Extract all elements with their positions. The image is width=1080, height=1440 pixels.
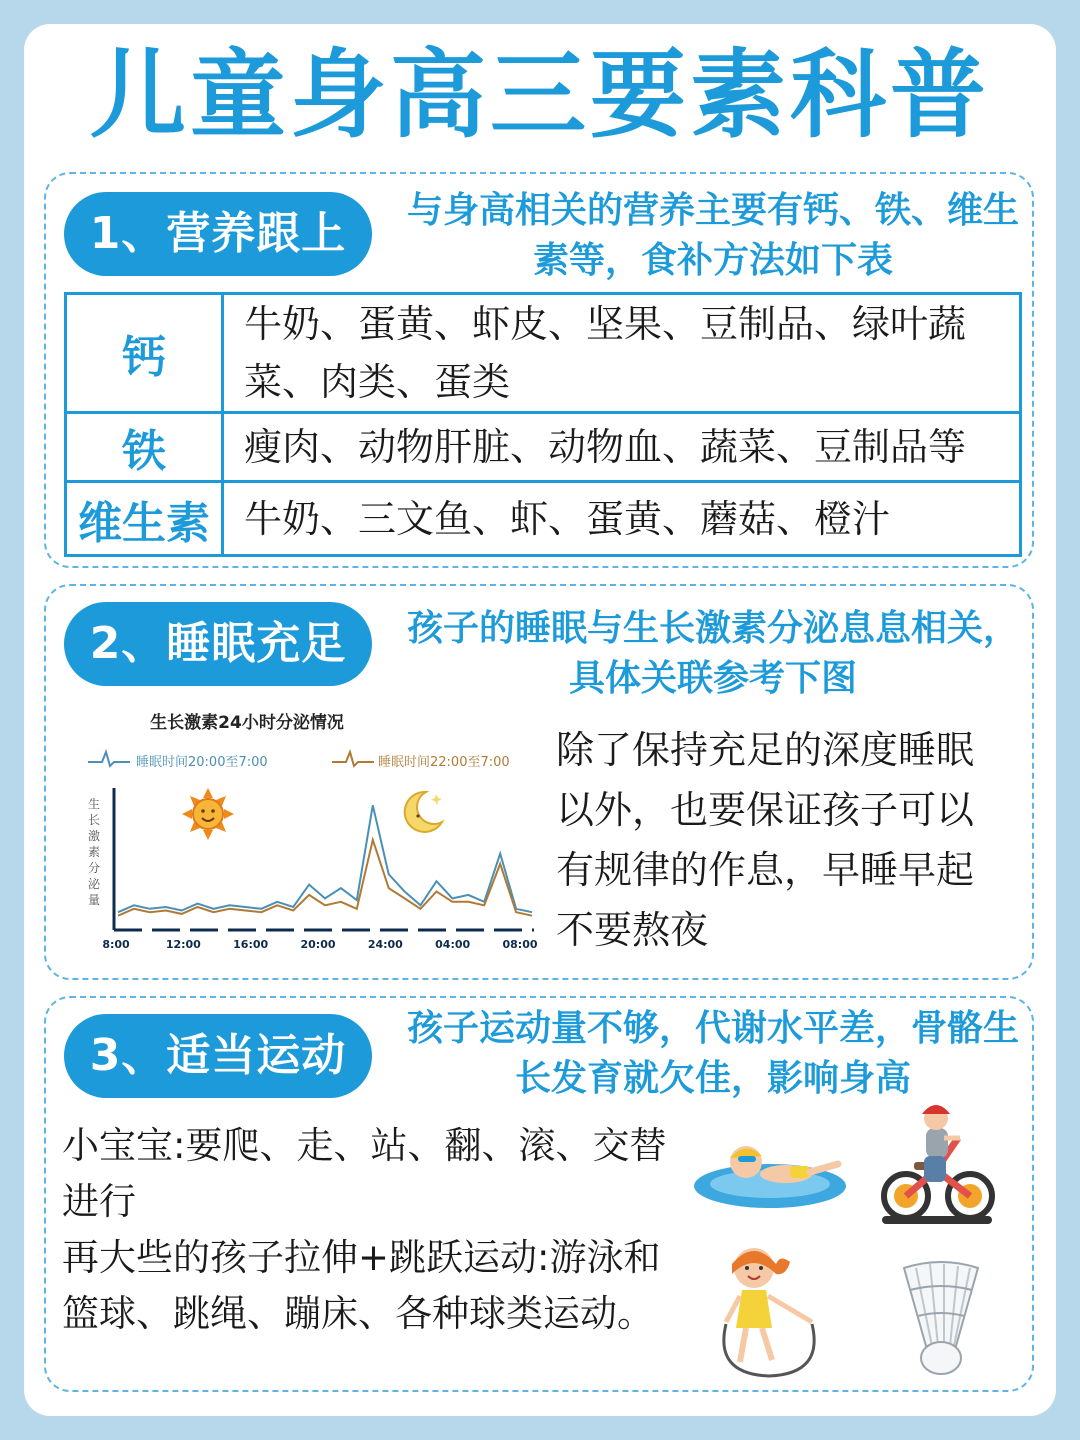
growth-hormone-chart <box>42 704 542 964</box>
exercise-text <box>62 1118 672 1342</box>
section-label-sleep: 2、睡眠充足 <box>64 602 372 686</box>
y-label-char: 激 <box>87 829 101 843</box>
swimming-child-icon <box>690 1134 850 1214</box>
y-label-char: 泌 <box>87 877 101 891</box>
nutrient-name: 维生素 <box>66 482 223 556</box>
y-label-char: 生 <box>87 797 101 811</box>
balance-bike-child-icon <box>878 1098 998 1228</box>
x-tick-label: 16:00 <box>233 938 269 951</box>
series-line-1 <box>118 805 532 912</box>
legend-label-2: 睡眠时间22:00至7:00 <box>378 755 510 770</box>
nutrient-foods: 瘦肉、动物肝脏、动物血、蔬菜、豆制品等 <box>223 413 1021 482</box>
x-tick-label: 04:00 <box>435 938 471 951</box>
legend-swatch-blue <box>88 752 130 766</box>
chart-title: 生长激素24小时分泌情况 <box>150 713 344 733</box>
older-child-exercise-text: 再大些的孩子拉伸+跳跃运动:游泳和篮球、跳绳、蹦床、各种球类运动。 <box>62 1236 661 1335</box>
legend <box>88 752 510 770</box>
nutrient-foods: 牛奶、三文鱼、虾、蛋黄、蘑菇、橙汁 <box>223 482 1021 556</box>
x-tick-label: 20:00 <box>300 938 336 951</box>
y-label-char: 量 <box>87 893 101 907</box>
nutrient-name: 钙 <box>66 294 223 413</box>
nutrition-section <box>44 172 1034 568</box>
section-label-exercise: 3、适当运动 <box>64 1014 372 1098</box>
x-tick-labels <box>102 938 538 951</box>
y-axis-label <box>88 796 101 907</box>
chart-svg <box>42 704 542 964</box>
series-line-2 <box>118 840 532 916</box>
section-label-nutrition: 1、营养跟上 <box>64 192 372 276</box>
moon-icon <box>405 792 442 832</box>
y-label-char: 分 <box>87 861 101 875</box>
x-tick-label: 24:00 <box>367 938 403 951</box>
table-row <box>66 482 1021 556</box>
nutrient-foods: 牛奶、蛋黄、虾皮、坚果、豆制品、绿叶蔬菜、肉类、蛋类 <box>223 294 1021 413</box>
series-lines <box>118 805 532 915</box>
legend-label-1: 睡眠时间20:00至7:00 <box>136 755 268 770</box>
x-tick-label: 12:00 <box>165 938 201 951</box>
x-tick-label: 8:00 <box>102 938 130 951</box>
y-label-char: 素 <box>87 845 101 859</box>
x-tick-label: 08:00 <box>502 938 538 951</box>
legend-swatch-brown <box>332 752 374 766</box>
badminton-shuttlecock-icon <box>896 1260 986 1378</box>
y-label-char: 长 <box>87 813 101 827</box>
page-title: 儿童身高三要素科普 <box>90 39 990 151</box>
section-desc-sleep: 孩子的睡眠与生长激素分泌息息相关，具体关联参考下图 <box>406 608 1019 699</box>
nutrition-table <box>64 292 1022 557</box>
section-desc-exercise: 孩子运动量不够，代谢水平差，骨骼生长发育就欠佳，影响身高 <box>406 1008 1019 1099</box>
sleep-advice-text: 除了保持充足的深度睡眠以外，也要保证孩子可以有规律的作息，早睡早起不要熬夜 <box>556 728 975 952</box>
section-desc-nutrition: 与身高相关的营养主要有钙、铁、维生素等，食补方法如下表 <box>406 190 1019 281</box>
table-row <box>66 294 1021 413</box>
nutrient-name: 铁 <box>66 413 223 482</box>
table-row <box>66 413 1021 482</box>
jump-rope-girl-icon <box>714 1244 824 1384</box>
toddler-exercise-text: 小宝宝:要爬、走、站、翻、滚、交替进行 <box>62 1124 667 1223</box>
sun-icon <box>182 788 234 840</box>
